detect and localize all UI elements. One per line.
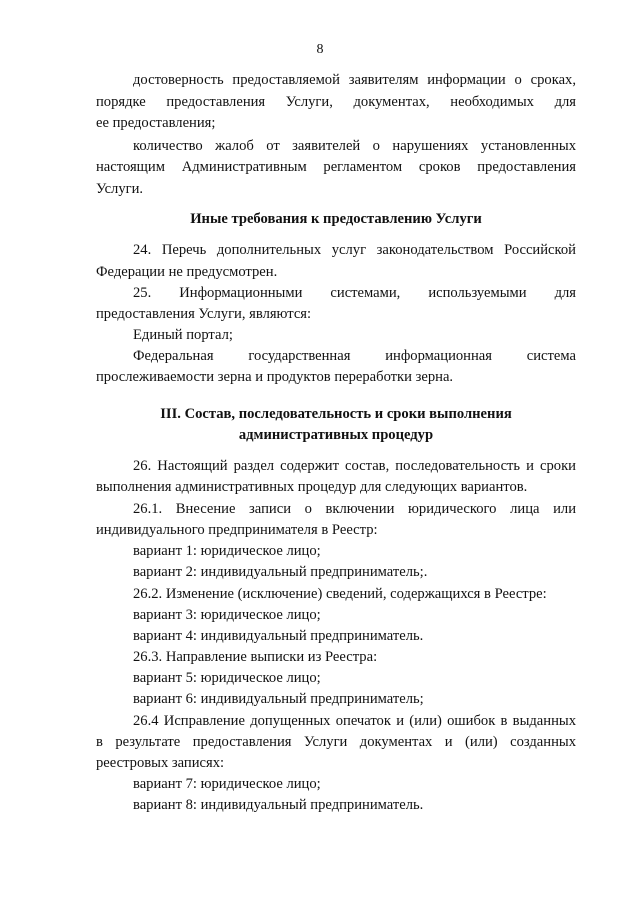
paragraph-line: индивидуального предпринимателя в Реестр: (96, 522, 378, 538)
paragraph-line: прослеживаемости зерна и продуктов переработки зерна. (96, 369, 454, 385)
paragraph-line: 26. Настоящий раздел содержит состав, последовательность и сроки (133, 458, 576, 474)
paragraph-line: 26.4 Исправление допущенных опечаток и (или) ошибок в выданных (133, 713, 576, 729)
paragraph-line: 25. Информационными системами, используемыми для (133, 285, 576, 301)
page-number: 8 (316, 42, 324, 57)
paragraph-line: выполнения административных процедур для следующих вариантов. (96, 479, 528, 495)
paragraph-line: 26.1. Внесение записи о включении юридического лица или (133, 501, 576, 517)
paragraph-line: вариант 6: индивидуальный предприниматель; (133, 691, 424, 707)
paragraph-line: предоставления Услуги, являются: (96, 306, 312, 322)
paragraph-line: вариант 2: индивидуальный предприниматель;. (133, 564, 428, 580)
section-heading: Иные требования к предоставлению Услуги (190, 211, 482, 227)
section-heading: административных процедур (238, 427, 434, 443)
paragraph-line: порядке предоставления Услуги, документах, необходимых для (96, 94, 576, 110)
paragraph-line: вариант 5: юридическое лицо; (133, 670, 321, 686)
paragraph-line: вариант 4: индивидуальный предприниматель. (133, 628, 424, 644)
paragraph-line: количество жалоб от заявителей о нарушениях установленных (133, 138, 576, 154)
section-heading: III. Состав, последовательность и сроки выполнения (160, 406, 512, 422)
paragraph-line: вариант 1: юридическое лицо; (133, 543, 321, 559)
paragraph-line: Федеральная государственная информационная система (133, 348, 576, 364)
paragraph-line: Единый портал; (133, 327, 233, 343)
paragraph-line: настоящим Административным регламентом сроков предоставления (96, 159, 576, 175)
paragraph-line: Услуги. (96, 181, 144, 197)
paragraph-line: достоверность предоставляемой заявителям информации о сроках, (133, 72, 576, 88)
paragraph-line: 24. Перечь дополнительных услуг законодательством Российской (133, 242, 576, 258)
paragraph-line: ее предоставления; (96, 115, 216, 131)
paragraph-line: вариант 8: индивидуальный предприниматель. (133, 797, 424, 813)
paragraph-line: 26.2. Изменение (исключение) сведений, содержащихся в Реестре: (133, 586, 547, 602)
paragraph-line: реестровых записях: (96, 755, 225, 771)
paragraph-line: Федерации не предусмотрен. (96, 264, 278, 280)
paragraph-line: 26.3. Направление выписки из Реестра: (133, 649, 378, 665)
paragraph-line: в результате предоставления Услуги документах и (или) созданных (96, 734, 576, 750)
paragraph-line: вариант 3: юридическое лицо; (133, 607, 321, 623)
paragraph-line: вариант 7: юридическое лицо; (133, 776, 321, 792)
